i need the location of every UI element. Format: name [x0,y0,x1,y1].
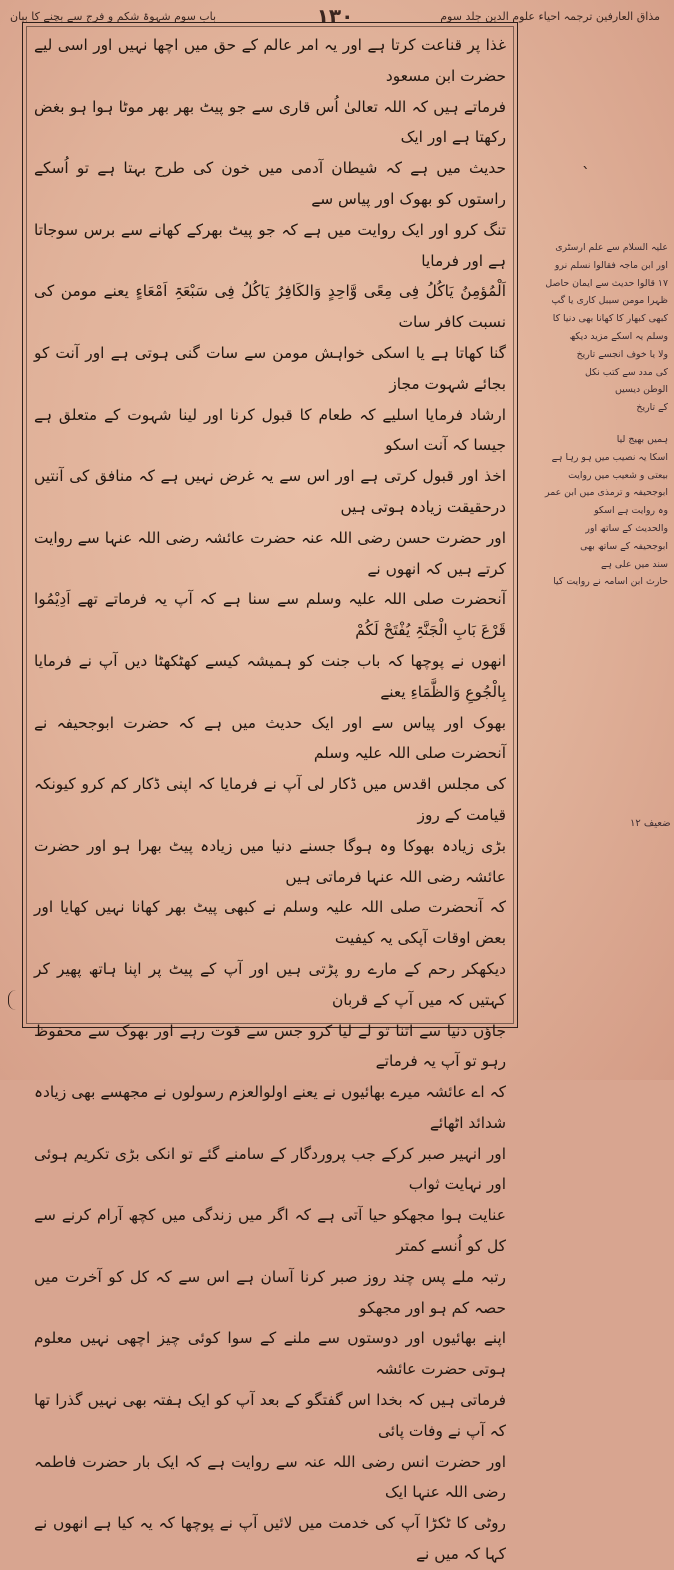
margin-note: اور ابن ماجہ فقالوا نسلم نرو [554,259,668,271]
margin-note: اسکا یہ نصیب میں ہو رہا ہے [551,451,668,463]
main-text-body [34,30,506,1570]
text-line: بڑی زیادہ بھوکا وہ ہوگا جسنے دنیا میں زیادہ پیٹ بھرا ہو اور حضرت عائشہ رضی اللہ عنہا فرماتی ہیں [34,836,506,886]
margin-note: کی مدد سے کتب نکل [584,366,668,378]
margin-note: ولا یا خوف انجسے تاریخ [576,348,668,360]
text-line: جاؤں دنیا سے اتنا تو لے لیا کرو جس سے قوت رہے اور بھوک سے محفوظ رہو تو آپ یہ فرماتے [34,1021,506,1071]
margin-note: کے تاریخ [636,402,668,414]
text-line: روٹی کا ٹکڑا آپ کی خدمت میں لائیں آپ نے پوچھا کہ یہ کیا ہے انھوں نے کہا کہ میں نے [34,1514,506,1564]
margin-note: ابوجحیفہ و ترمذی میں ابن عمر [545,487,668,499]
text-line: غذا پر قناعت کرتا ہے اور یہ امر عالم کے حق میں اچھا نہیں اور اسی لیے حضرت ابن مسعود [34,36,506,85]
text-line: اخذ اور قبول کرتی ہے اور اس سے یہ غرض نہیں ہے کہ منافق کی آنتیں درحقیقت زیادہ ہوتی ہیں [34,467,506,516]
text-line: فرماتی ہیں کہ بخدا اس گفتگو کے بعد آپ کو ایک ہفتہ بھی نہیں گذرا تھا کہ آپ نے وفات پائی [34,1391,506,1440]
margin-note: حارث ابن اسامہ نے روایت کیا [553,576,668,588]
margin-tick-mark: ˎ [582,150,590,169]
margin-note: وہ روایت ہے اسکو [594,505,668,517]
text-line: کی مجلس اقدس میں ڈکار لی آپ نے فرمایا کہ اپنی ڈکار کم کرو کیونکہ قیامت کے روز [34,775,506,824]
margin-note: علیہ السلام سے علم ارسٹری [555,242,668,253]
margin-note: بیعتی و شعیب میں روایت [568,469,668,481]
margin-note: ظہرا مومن سیبل کاری یا گپ [551,295,668,307]
margin-note: ۱۷ قالوا حدیث سے ایمان حاصل [545,277,668,289]
margin-note: ہمیں بھیج لیا [616,433,668,445]
margin-bracket-mark [8,990,23,1010]
text-line: اور حضرت حسن رضی اللہ عنہ حضرت عائشہ رضی اللہ عنہا سے روایت کرتے ہیں کہ انھوں نے [34,528,506,578]
text-line: اپنے بھائیوں اور دوستوں سے ملنے کے سوا کوئی چیز اچھی نہیں معلوم ہوتی حضرت عائشہ [34,1329,506,1379]
margin-note: کبھی کبھار کا کھانا بھی دنیا کا [552,313,668,325]
running-title-left: باب سوم شہوۃ شکم و فرج سے بچنے کا بیان [10,10,217,23]
page-number: ۱۳۰ [316,4,354,28]
text-line: دیکھکر رحم کے مارے رو پڑتی ہیں اور آپ کے پیٹ پر اپنا ہاتھ پھیر کر کہتیں کہ میں آپ کے قربان [34,959,506,1009]
margin-note: سند میں علی ہے [600,558,668,570]
text-line: بھوک اور پیاس سے اور ایک حدیث میں ہے کہ حضرت ابوجحیفہ نے آنحضرت صلی اللہ علیہ وسلم [34,713,506,763]
text-line: فرماتے ہیں کہ اللہ تعالیٰ اُس قاری سے جو پیٹ بھر بھر موٹا ہوا ہو بغض رکھتا ہے اور ایک [34,97,506,147]
margin-note: ابوجحیفہ کے ساتھ بھی [580,540,668,552]
text-line: آنحضرت صلی اللہ علیہ وسلم سے سنا ہے کہ آپ یہ فرماتے تھے اَدِیْمُوا قَرْعَ بَابِ الْجَنَّۃِ یُفْتَحْ لَکُمْ [34,590,506,640]
margin-note: وسلم یہ اسکے مزید دیکھ [569,330,668,342]
text-line: تنگ کرو اور ایک روایت میں ہے کہ جو پیٹ بھرکے کھانے سے برس سوجاتا ہے اور فرمایا [34,220,506,270]
margin-annotations-lower [522,432,668,590]
text-line: اَلْمُؤمِنُ یَاکُلُ فِی مِعًی وَّاحِدٍ وَالکَافِرُ یَاکُلُ فِی سَبْعَۃِ اَمْعَاءٍ یعنے مومن کی نسبت کافر سات [34,282,506,332]
text-line: رتبہ ملے پس چند روز صبر کرنا آسان ہے اس سے کہ کل کو آخرت میں حصہ کم ہو اور مجھکو [34,1267,506,1317]
text-line: اور حضرت انس رضی اللہ عنہ سے روایت ہے کہ ایک بار حضرت فاطمہ رضی اللہ عنہا ایک [34,1452,506,1502]
text-line: کہ آنحضرت صلی اللہ علیہ وسلم نے کبھی پیٹ بھر کھانا نہیں کھایا اور بعض اوقات آپکی یہ کیفیت [34,898,506,948]
margin-note: الوطن دیسیں [615,384,668,396]
margin-note: والحدیث کے ساتھ اور [585,522,668,534]
text-line: عنایت ہوا مجھکو حیا آتی ہے کہ اگر میں زندگی میں کچھ آرام کرنے سے کل کو اُنسے کمتر [34,1206,506,1256]
text-line: اور انہیر صبر کرکے جب پروردگار کے سامنے گئے تو انکی بڑی تکریم ہوئی اور نہایت ثواب [34,1144,506,1194]
text-line: حدیث میں ہے کہ شیطان آدمی میں خون کی طرح بہتا ہے تو اُسکے راستوں کو بھوک اور پیاس سے [34,159,506,208]
text-line: کہ اے عائشہ میرے بھائیوں نے یعنے اولوالعزم رسولوں نے مجھسے بھی زیادہ شدائد اٹھائے [34,1083,506,1132]
margin-annotations [522,240,668,592]
running-title-right: مذاق العارفین ترجمہ احیاء علوم الدین جلد سوم [440,10,660,23]
text-line: ارشاد فرمایا اسلیے کہ طعام کا قبول کرنا اور لینا شہوت کے متعلق ہے جیسا کہ آنت اسکو [34,405,506,455]
text-line: گنا کھاتا ہے یا اسکی خواہش مومن سے سات گنی ہوتی ہے اور آنت کو بجائے شہوت مجاز [34,343,506,393]
text-line: انھوں نے پوچھا کہ باب جنت کو ہمیشہ کیسے کھٹکھٹا دیں آپ نے فرمایا بِالْجُوعِ وَالظَّمَاءِ یعنے [34,651,506,701]
margin-signature: ضعیف ۱۲ [630,818,671,829]
